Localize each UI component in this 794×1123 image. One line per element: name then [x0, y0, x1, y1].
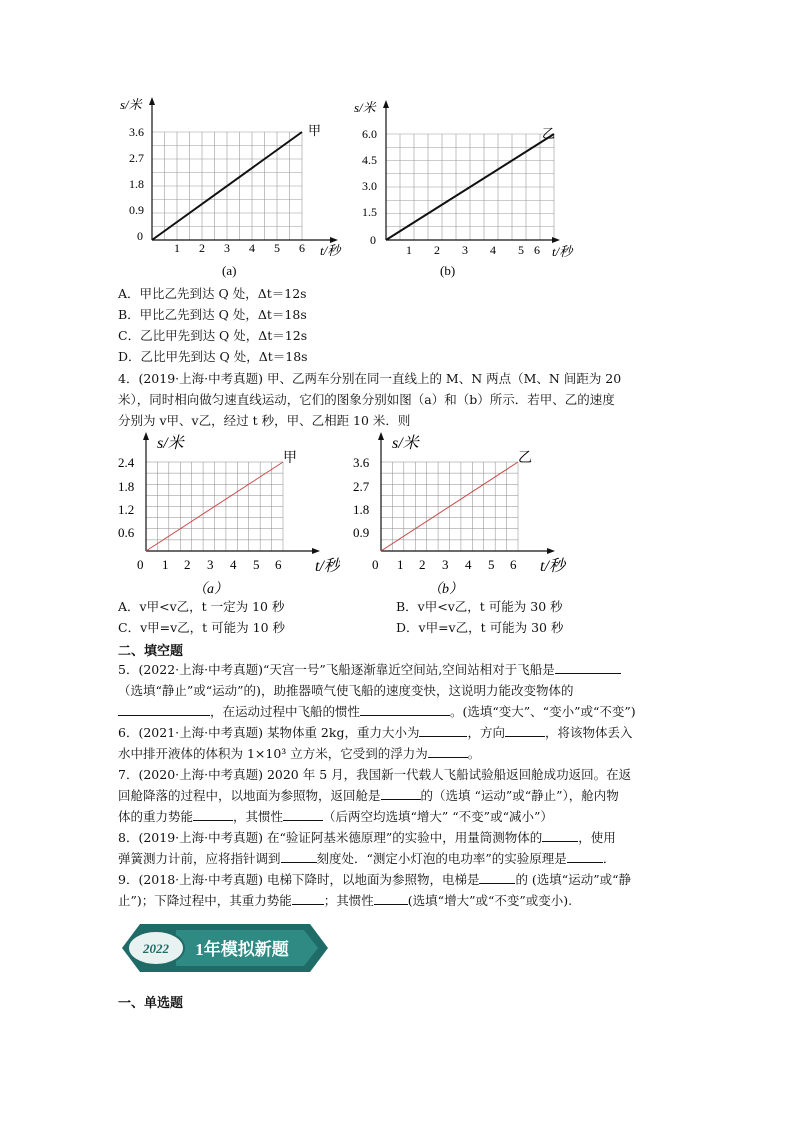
y-tick: 1.8	[118, 479, 135, 494]
q5-text: ，在运动过程中飞船的惯性	[210, 704, 361, 719]
series-label: 乙	[542, 126, 556, 141]
answer-blank[interactable]	[428, 743, 468, 758]
x-axis-arrow	[312, 548, 320, 554]
q4-option-d: D．v甲=v乙，t 可能为 30 秒	[396, 620, 564, 635]
y-tick: 2.4	[118, 455, 135, 470]
section-heading-fill-in: 二、填空题	[118, 644, 184, 659]
y-tick: 1.8	[129, 177, 144, 191]
x-tick: 5	[253, 557, 260, 572]
chart-mid-a	[115, 428, 340, 600]
x-tick: 0	[137, 557, 144, 572]
x-axis-arrow	[547, 548, 555, 554]
chart-caption: （a）	[193, 582, 228, 597]
q5-line1	[118, 659, 621, 680]
q6-text: 水中排开液体的体积为 1×10³ 立方米，它受到的浮力为	[118, 746, 428, 761]
chart-top-b	[340, 98, 590, 283]
x-tick: 4	[230, 557, 237, 572]
q8-line1	[118, 827, 616, 848]
section-heading-single-choice: 一、单选题	[118, 996, 184, 1011]
q7-text: 的（选填 “运动”或“静止”），舱内物	[420, 788, 619, 803]
banner-year: 2022	[143, 941, 169, 956]
q3-option-d: D．乙比甲先到达 Q 处，Δt＝18s	[118, 349, 308, 364]
x-tick: 2	[184, 557, 191, 572]
answer-blank[interactable]	[360, 701, 450, 716]
y-tick: 3.0	[362, 179, 377, 193]
q6-line2	[118, 743, 480, 764]
q4-stem-line1: 4．(2019·上海·中考真题) 甲、乙两车分别在同一直线上的 M、N 两点（M、N 间距为 20	[118, 371, 622, 386]
q7-text: 体的重力势能	[118, 809, 194, 824]
answer-blank[interactable]	[281, 848, 317, 863]
x-tick: 3	[224, 241, 230, 255]
q9-text: (选填“增大”或“不变”或变小).	[407, 893, 573, 908]
q7-text: （后两空均选填“增大” “不变”或“减小”）	[323, 809, 553, 824]
x-tick: 5	[518, 243, 524, 257]
answer-blank[interactable]	[479, 869, 515, 884]
y-tick: 3.6	[353, 455, 370, 470]
q8-line2	[118, 848, 615, 869]
y-tick: 4.5	[362, 153, 377, 167]
x-tick: 6	[299, 241, 305, 255]
q8-text: ．	[602, 851, 616, 866]
q3-option-a: A．甲比乙先到达 Q 处，Δt＝12s	[118, 286, 307, 301]
q5-text: 5．(2022·上海·中考真题)“天宫一号”飞船逐渐靠近空间站,空间站相对于飞船是	[118, 662, 555, 677]
q4-option-c: C．v甲=v乙，t 可能为 10 秒	[118, 620, 286, 635]
chart-top-a	[110, 95, 350, 280]
q4-stem-line3: 分别为 v甲、v乙，经过 t 秒，甲、乙相距 10 米．则	[118, 413, 411, 428]
x-tick: 6	[534, 243, 540, 257]
answer-blank[interactable]	[292, 890, 324, 905]
answer-blank[interactable]	[555, 659, 621, 674]
series-label: 甲	[283, 451, 297, 466]
answer-blank[interactable]	[542, 827, 578, 842]
chart-caption: (b)	[440, 263, 456, 278]
q7-line2	[118, 785, 619, 806]
x-tick: 5	[274, 241, 280, 255]
answer-blank[interactable]	[374, 890, 408, 905]
answer-blank[interactable]	[283, 806, 323, 821]
q9-text: ；其惯性	[323, 893, 374, 908]
y-axis-label: s/米	[392, 435, 419, 452]
x-tick: 6	[510, 557, 517, 572]
q6-line1	[118, 722, 632, 743]
x-tick: 6	[275, 557, 282, 572]
q7-text: 回舱降落的过程中，以地面为参照物，返回舱是	[118, 788, 381, 803]
answer-blank[interactable]	[381, 785, 421, 800]
y-axis-label: s/米	[354, 100, 376, 115]
y-tick: 0.9	[129, 203, 144, 217]
q6-text: 。	[467, 746, 481, 761]
x-tick: 1	[174, 241, 180, 255]
answer-blank[interactable]	[419, 722, 467, 737]
y-axis-label: s/米	[157, 435, 184, 452]
q6-text: ，将该物体丢入	[544, 725, 633, 740]
q3-option-c: C．乙比甲先到达 Q 处，Δt＝12s	[118, 328, 308, 343]
q5-line2: （选填“静止”或“运动”的)，助推器喷气使飞船的速度变快，这说明力能改变物体的	[118, 683, 574, 698]
q9-text: 9．(2018·上海·中考真题) 电梯下降时，以地面为参照物，电梯是	[118, 872, 480, 887]
y-tick: 2.7	[129, 151, 144, 165]
x-axis-label: t/秒	[320, 243, 341, 258]
x-axis-label: t/秒	[315, 558, 340, 575]
x-tick: 3	[462, 243, 468, 257]
answer-blank[interactable]	[193, 806, 233, 821]
y-tick: 2.7	[353, 479, 370, 494]
x-axis-label: t/秒	[552, 244, 573, 259]
q9-line2	[118, 890, 572, 911]
x-tick: 1	[162, 557, 169, 572]
y-tick: 0.6	[118, 525, 135, 540]
y-axis-arrow	[378, 432, 384, 440]
q8-text: 刻度处．“测定小灯泡的电功率”的实验原理是	[316, 851, 567, 866]
chart-caption: (a)	[222, 263, 237, 278]
answer-blank[interactable]	[567, 848, 603, 863]
x-tick: 2	[434, 243, 440, 257]
y-axis-arrow	[149, 97, 155, 105]
x-tick: 5	[488, 557, 495, 572]
x-tick: 2	[199, 241, 205, 255]
q9-line1	[118, 869, 631, 890]
q7-line3	[118, 806, 553, 827]
y-tick: 0.9	[353, 525, 370, 540]
q4-option-a: A．v甲<v乙，t 一定为 10 秒	[118, 599, 285, 614]
y-tick: 6.0	[362, 127, 377, 141]
q4-option-b: B．v甲<v乙，t 可能为 30 秒	[396, 599, 563, 614]
y-axis-arrow	[143, 432, 149, 440]
y-axis-arrow	[383, 100, 389, 108]
q3-option-b: B．甲比乙先到达 Q 处，Δt＝18s	[118, 307, 307, 322]
x-axis-arrow	[552, 237, 560, 243]
q7-text: ，其惯性	[233, 809, 284, 824]
q5-text: 。(选填“变大”、“变小”或“不变”)	[450, 704, 636, 719]
x-tick: 1	[406, 243, 412, 257]
y-tick: 3.6	[129, 125, 144, 139]
q6-text: 6．(2021·上海·中考真题) 某物体重 2kg，重力大小为	[118, 725, 420, 740]
chart-caption: （b）	[428, 582, 463, 597]
x-tick: 4	[465, 557, 472, 572]
q9-text: 止”)；下降过程中，其重力势能	[118, 893, 292, 908]
q5-line3	[118, 701, 636, 722]
x-tick: 3	[442, 557, 449, 572]
banner-title: 1年模拟新题	[195, 940, 289, 959]
x-tick: 4	[249, 241, 255, 255]
x-tick: 3	[207, 557, 214, 572]
answer-blank[interactable]	[118, 701, 210, 716]
x-tick: 4	[490, 243, 496, 257]
y-tick: 0	[137, 229, 143, 243]
q6-text: ，方向	[467, 725, 505, 740]
q8-text: 弹簧测力计前，应将指针调到	[118, 851, 281, 866]
q8-text: ，使用	[578, 830, 616, 845]
series-label: 乙	[518, 451, 532, 466]
y-tick: 1.8	[353, 502, 370, 517]
section-banner	[118, 920, 330, 976]
q4-stem-line2: 米），同时相向做匀速直线运动，它们的图象分别如图（a）和（b）所示．若甲、乙的速度	[118, 392, 615, 407]
y-tick: 0	[370, 233, 376, 247]
y-tick: 1.2	[118, 502, 135, 517]
answer-blank[interactable]	[505, 722, 545, 737]
x-tick: 0	[372, 557, 379, 572]
q7-line1: 7．(2020·上海·中考真题) 2020 年 5 月，我国新一代载人飞船试验船返回舱成功返回。在返	[118, 767, 632, 782]
q8-text: 8．(2019·上海·中考真题) 在“验证阿基米德原理”的实验中，用量筒测物体的	[118, 830, 543, 845]
x-tick: 2	[419, 557, 426, 572]
x-tick: 1	[397, 557, 404, 572]
y-axis-label: s/米	[120, 97, 142, 112]
y-tick: 1.5	[362, 205, 377, 219]
x-axis-label: t/秒	[540, 558, 565, 575]
series-label: 甲	[308, 123, 322, 138]
chart-mid-b	[350, 428, 575, 600]
q9-text: 的 (选填“运动”或“静	[515, 872, 631, 887]
